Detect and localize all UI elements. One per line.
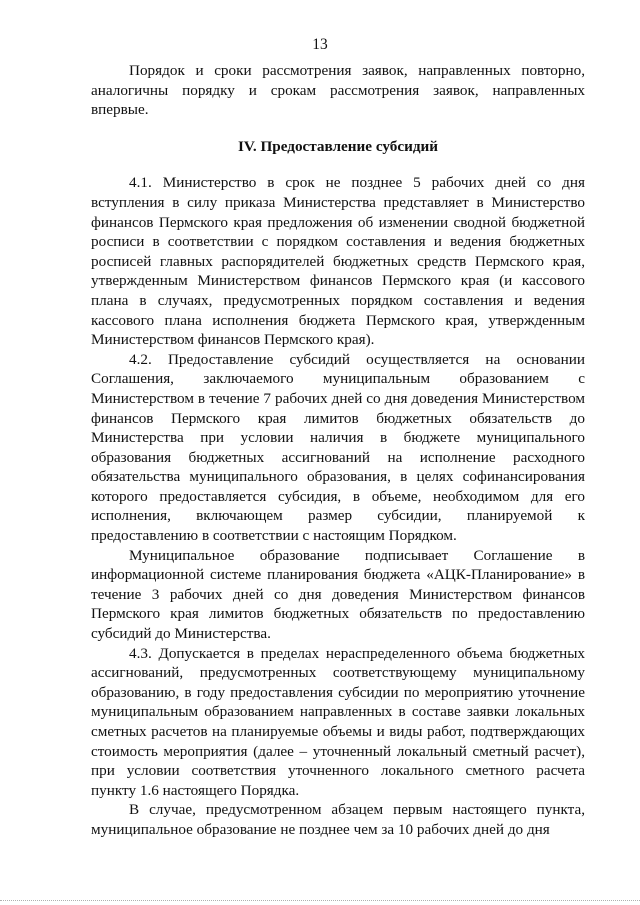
- paragraph-4-3: 4.3. Допускается в пределах нераспределенного объема бюджетных ассигнований, предусмотренных соответствующему муниципальному образованию, в году предоставления субсидии по мероприятию уточнение муниципальным образованием направленных в составе заявки локальных сметных расчетов на планируемые объемы и виды работ, подтверждающих стоимость мероприятия (далее – уточненный локальный сметный расчет), при условии соответствия уточненного локального сметного расчета пункту 1.6 настоящего Порядка.: [91, 644, 585, 799]
- page-bottom-edge: [0, 900, 640, 905]
- section-heading: IV. Предоставление субсидий: [237, 137, 439, 155]
- document-body: [91, 61, 585, 840]
- intro-paragraph: Порядок и сроки рассмотрения заявок, направленных повторно, аналогичны порядку и срокам рассмотрения заявок, направленных впервые.: [91, 62, 585, 119]
- page-number: 13: [312, 36, 328, 53]
- paragraph-agreement-signing: Муниципальное образование подписывает Соглашение в информационной системе планирования бюджета «АЦК-Планирование» в течение 3 рабочих дней со дня доведения Министерством финансов Пермского края лимитов бюджетных обязательств по предоставлению субсидий до Министерства.: [91, 546, 585, 643]
- paragraph-4-2: 4.2. Предоставление субсидий осуществляется на основании Соглашения, заключаемого муниципальным образованием с Министерством в течение 7 рабочих дней со дня доведения Министерством финансов Пермского края лимитов бюджетных обязательств до Министерства при условии наличия в бюджете муниципального образования бюджетных ассигнований на исполнение расходного обязательства муниципального образования, в целях софинансирования которого предоставляется субсидия, в объеме, необходимом для его исполнения, включающем размер субсидии, планируемой к предоставлению в соответствии с настоящим Порядком.: [91, 350, 585, 545]
- paragraph-continuation: В случае, предусмотренном абзацем первым настоящего пункта, муниципальное образование не позднее чем за 10 рабочих дней до дня: [91, 801, 585, 838]
- paragraph-4-1: 4.1. Министерство в срок не позднее 5 рабочих дней со дня вступления в силу приказа Министерства представляет в Министерство финансов Пермского края предложения об изменении сводной бюджетной росписи в соответствии с порядком составления и ведения бюджетных росписей главных распорядителей бюджетных средств Пермского края, утвержденным Министерством финансов Пермского края (и кассового плана в случаях, предусмотренных порядком составления и ведения кассового плана исполнения бюджета Пермского края, утвержденным Министерством финансов Пермского края).: [91, 174, 585, 349]
